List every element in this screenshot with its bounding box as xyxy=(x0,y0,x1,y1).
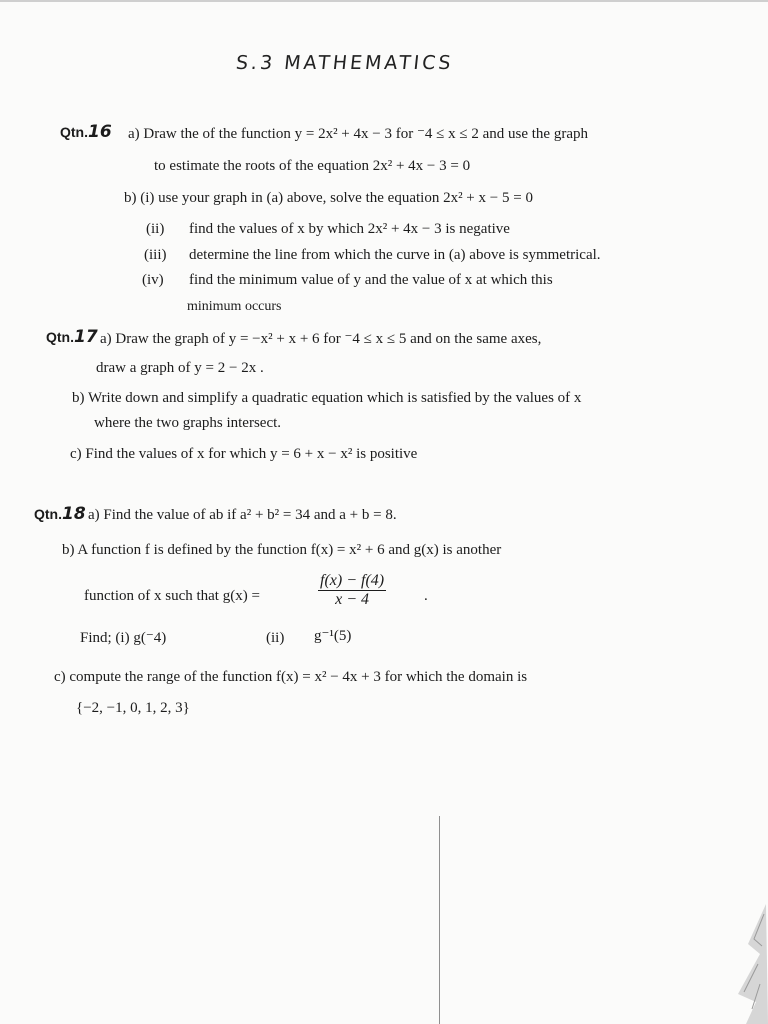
question-18-label xyxy=(34,504,86,525)
page-corner-mark-icon xyxy=(698,884,768,1024)
q18-part-c-line2: {−2, −1, 0, 1, 2, 3} xyxy=(76,700,190,716)
q17-part-a-line1: a) Draw the graph of y = −x² + x + 6 for ⁻4 ≤ x ≤ 5 and on the same axes, xyxy=(100,331,542,347)
fraction-expression xyxy=(318,572,386,609)
q18-find-ii: g⁻¹(5) xyxy=(314,628,352,644)
question-label: Qtn. xyxy=(60,124,88,140)
q17-part-b-line2: where the two graphs intersect. xyxy=(94,415,282,431)
question-17-label xyxy=(46,327,98,348)
q16-part-b-iv: find the minimum value of y and the value of x at which this xyxy=(189,272,553,288)
q16-part-b-i: b) (i) use your graph in (a) above, solve the equation 2x² + x − 5 = 0 xyxy=(124,190,533,206)
question-number: 17 xyxy=(74,327,98,347)
q16-part-b-iii-number: (iii) xyxy=(144,247,167,263)
q18-part-b-line2: function of x such that g(x) = xyxy=(84,588,260,604)
page-title: S.3 MATHEMATICS xyxy=(234,52,455,74)
q18-find-ii-number: (ii) xyxy=(266,630,285,646)
question-label: Qtn. xyxy=(46,329,74,345)
fraction-denominator: x − 4 xyxy=(335,591,369,608)
q16-part-b-ii: find the values of x by which 2x² + 4x − 3 is negative xyxy=(189,221,510,237)
fraction-period: . xyxy=(424,588,428,604)
q16-part-b-iv-cont: minimum occurs xyxy=(187,299,282,314)
question-16-label xyxy=(60,122,112,143)
q16-part-b-iii: determine the line from which the curve in (a) above is symmetrical. xyxy=(189,247,601,263)
q18-find-i: Find; (i) g(⁻4) xyxy=(80,630,167,646)
fraction-numerator: f(x) − f(4) xyxy=(320,572,385,589)
q16-part-b-ii-number: (ii) xyxy=(146,221,165,237)
vertical-rule xyxy=(439,816,440,1024)
q16-part-b-iv-number: (iv) xyxy=(142,272,164,288)
q17-part-c: c) Find the values of x for which y = 6 + x − x² is positive xyxy=(70,446,418,462)
question-number: 16 xyxy=(88,122,112,142)
q17-part-a-line2: draw a graph of y = 2 − 2x . xyxy=(96,360,264,376)
q18-part-b-line1: b) A function f is defined by the function f(x) = x² + 6 and g(x) is another xyxy=(62,542,502,558)
q18-part-a: a) Find the value of ab if a² + b² = 34 and a + b = 8. xyxy=(88,507,397,523)
question-number: 18 xyxy=(62,504,86,524)
q17-part-b-line1: b) Write down and simplify a quadratic equation which is satisfied by the values of x xyxy=(72,390,582,406)
q16-part-a-line1: a) Draw the of the function y = 2x² + 4x − 3 for ⁻4 ≤ x ≤ 2 and use the graph xyxy=(128,126,588,142)
question-label: Qtn. xyxy=(34,506,62,522)
q16-part-a-line2: to estimate the roots of the equation 2x² + 4x − 3 = 0 xyxy=(154,158,471,174)
top-edge-line xyxy=(0,0,768,2)
q18-part-c-line1: c) compute the range of the function f(x) = x² − 4x + 3 for which the domain is xyxy=(54,669,528,685)
